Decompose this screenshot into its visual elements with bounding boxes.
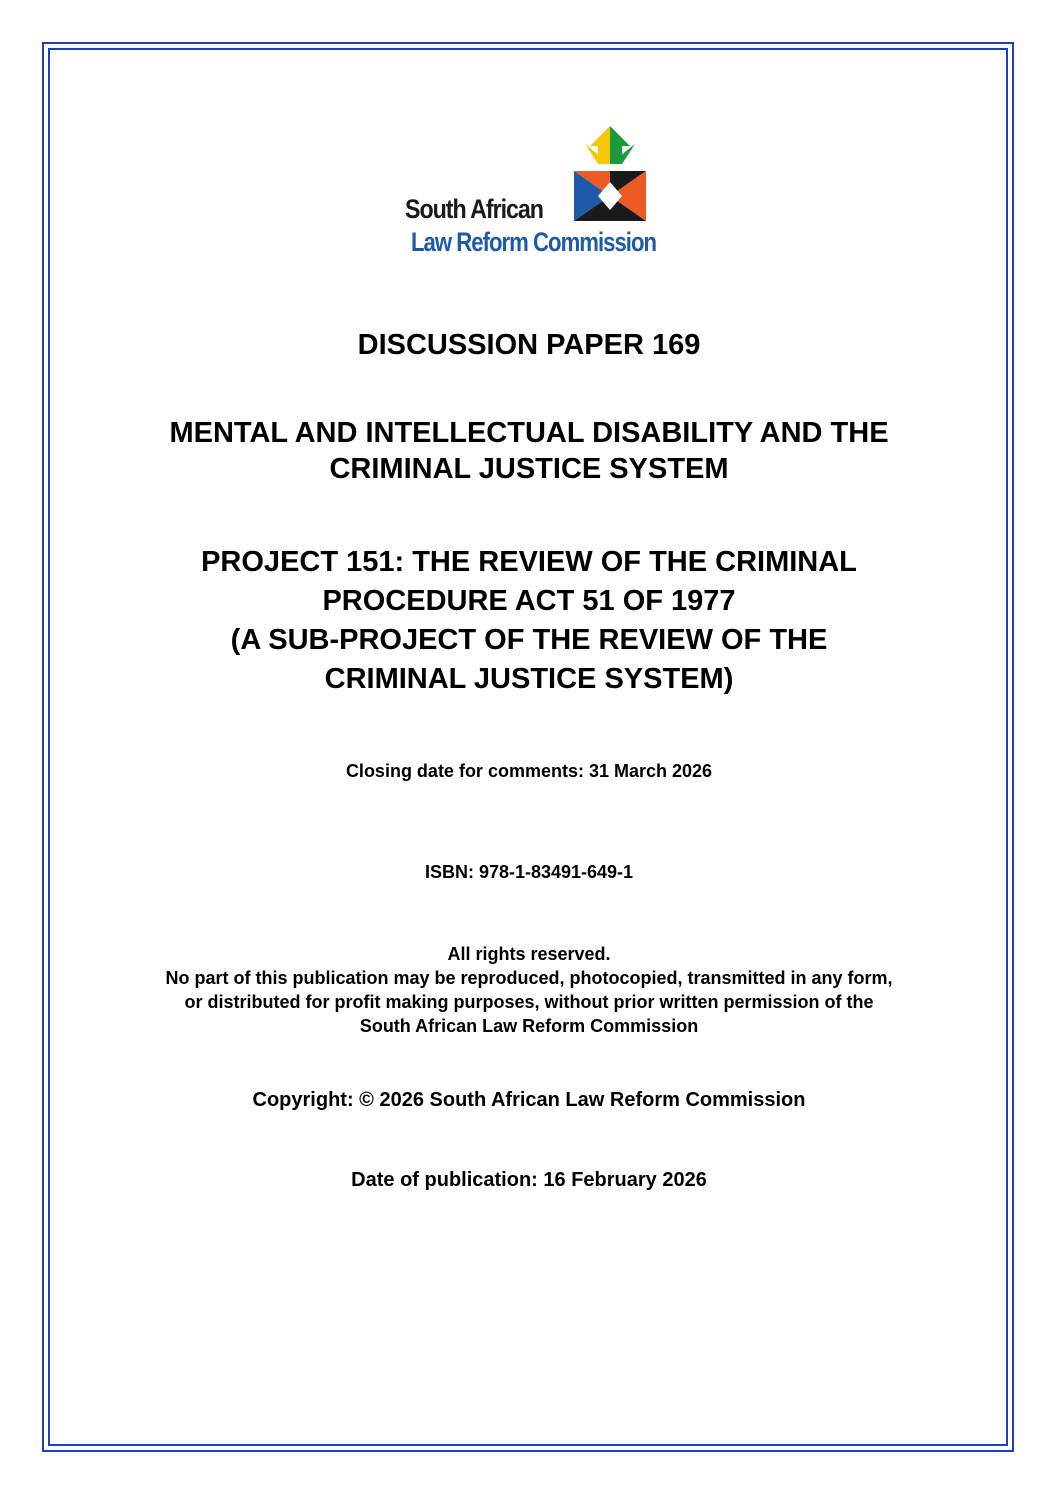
rights-line-1: All rights reserved. [447,944,611,964]
project-line-1: PROJECT 151: THE REVIEW OF THE CRIMINAL [201,546,857,578]
rights-notice [60,942,998,1038]
copyright-text: Copyright: © 2026 South African Law Reform Commission [252,1089,806,1111]
copyright [60,1087,998,1113]
subtitle-line-1: MENTAL AND INTELLECTUAL DISABILITY AND THE [169,417,889,449]
isbn-text: ISBN: 978-1-83491-649-1 [424,862,634,882]
project-line-3: (A SUB-PROJECT OF THE REVIEW OF THE [230,624,828,656]
rights-line-2: No part of this publication may be reproduced, photocopied, transmitted in any form, [165,968,893,988]
closing-date [60,759,998,783]
document-title [60,327,998,363]
closing-date-text: Closing date for comments: 31 March 2026 [345,761,713,781]
rights-line-3: or distributed for profit making purposes, without prior written permission of the [184,992,874,1012]
publication-date-text: Date of publication: 16 February 2026 [351,1169,707,1191]
document-title-text: DISCUSSION PAPER 169 [357,329,701,361]
subtitle-line-2: CRIMINAL JUSTICE SYSTEM [329,453,729,485]
logo-text-law-reform-commission: Law Reform Commission [411,227,657,257]
document-subtitle [60,415,998,487]
rights-line-4: South African Law Reform Commission [359,1016,699,1036]
publication-date [60,1167,998,1193]
project-heading [60,543,998,699]
salrc-emblem-icon [570,126,650,226]
project-line-4: CRIMINAL JUSTICE SYSTEM) [324,663,734,695]
isbn [60,860,998,884]
logo-text-south-african: South African [405,194,543,224]
salrc-logo [405,126,657,266]
project-line-2: PROCEDURE ACT 51 OF 1977 [322,585,736,617]
